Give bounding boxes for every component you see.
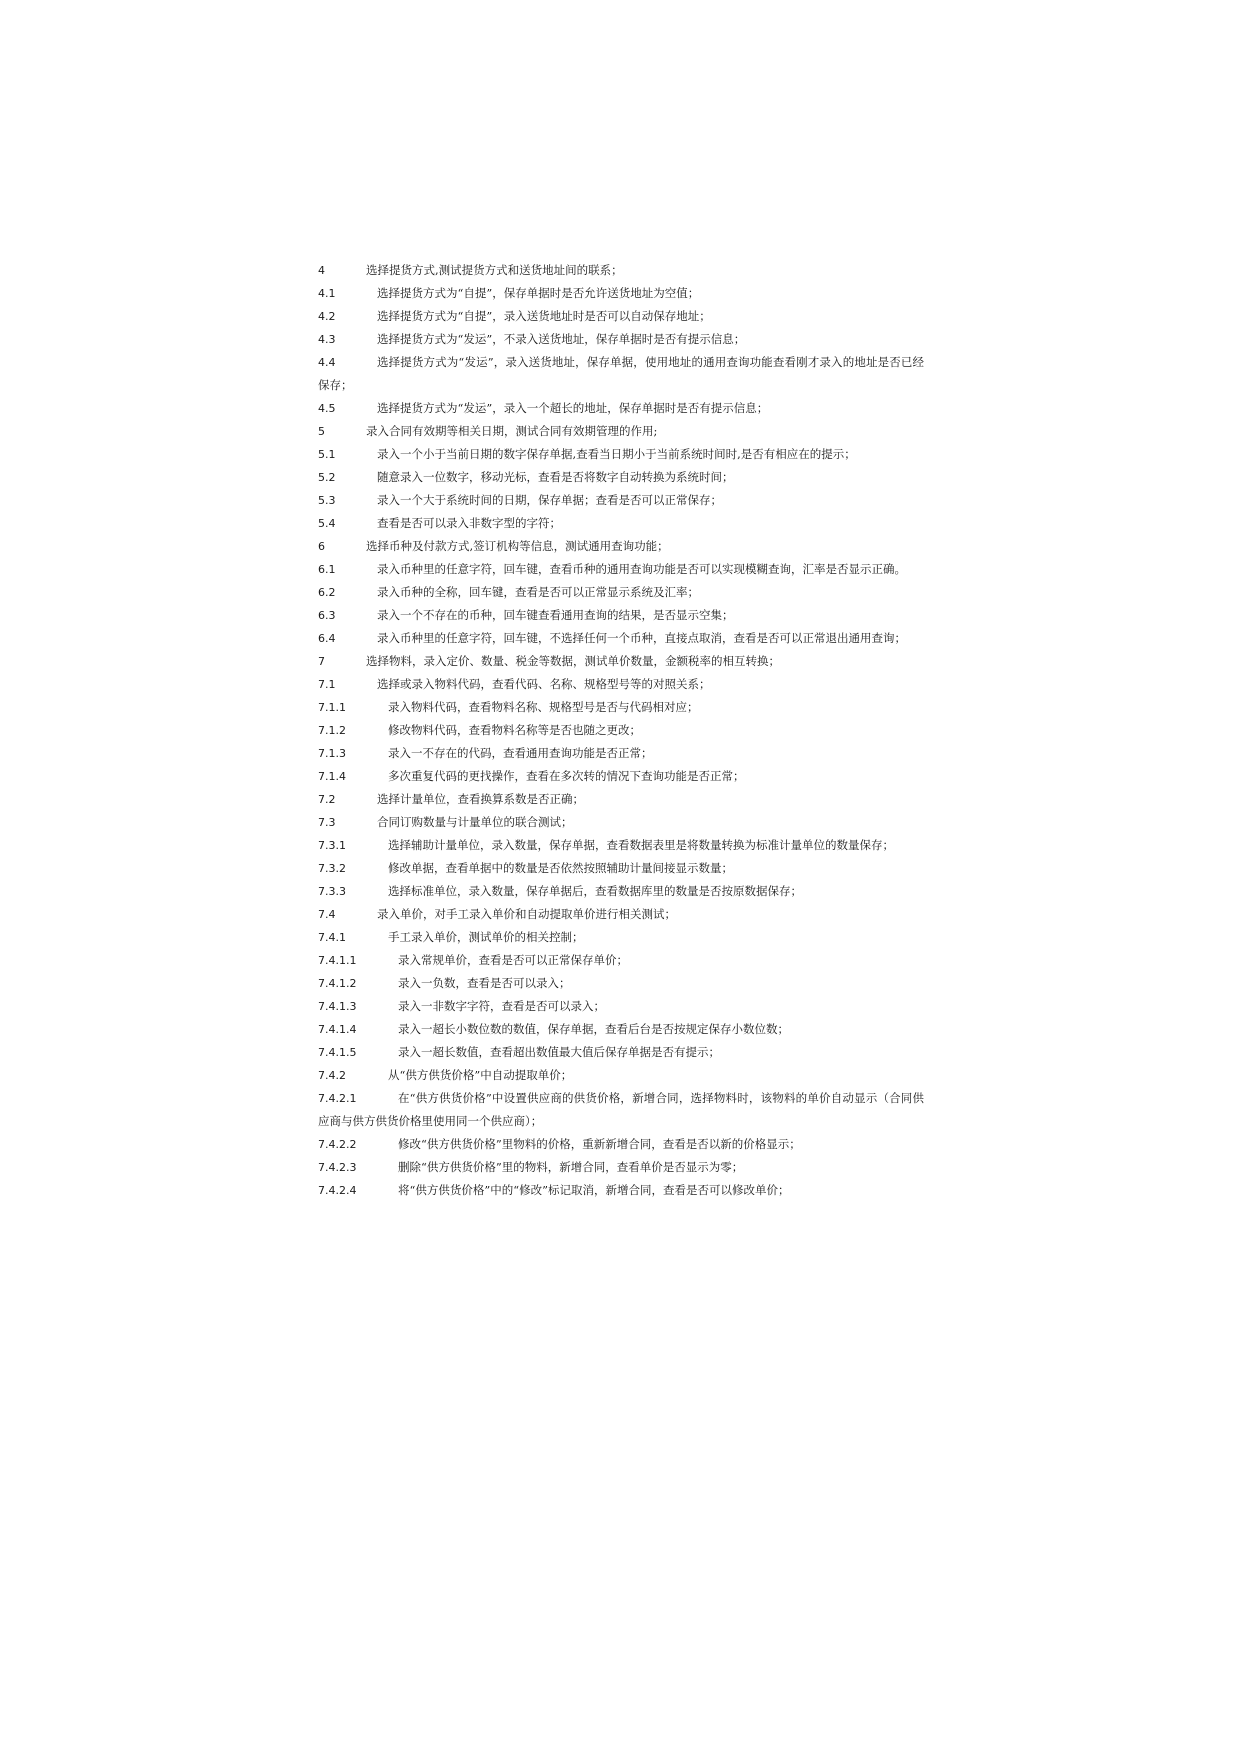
document-body [318,259,924,1202]
list-item [318,719,924,742]
item-number: 7.3 [318,816,336,829]
list-item [318,765,924,788]
item-number: 7.1.1 [318,701,346,714]
item-text: 选择提货方式,测试提货方式和送货地址间的联系； [366,263,623,277]
item-text: 录入一超长数值，查看超出数值最大值后保存单据是否有提示； [398,1045,720,1059]
item-number: 7.4.2.1 [318,1092,357,1105]
list-item [318,1018,924,1041]
item-number: 4.1 [318,287,336,300]
list-item [318,1179,924,1202]
item-text: 选择提货方式为“自提”，保存单据时是否允许送货地址为空值； [377,286,700,300]
list-item [318,443,924,466]
item-number: 5 [318,425,325,438]
item-number: 5.1 [318,448,336,461]
item-text: 录入币种的全称，回车键，查看是否可以正常显示系统及汇率； [377,585,699,599]
item-text: 录入单价，对手工录入单价和自动提取单价进行相关测试； [377,907,676,921]
item-text: 修改物料代码，查看物料名称等是否也随之更改； [388,723,641,737]
list-item [318,903,924,926]
list-item [318,282,924,305]
item-text: 录入一超长小数位数的数值，保存单据，查看后台是否按规定保存小数位数； [398,1022,789,1036]
item-number: 7.4.1.3 [318,1000,357,1013]
item-number: 7.4.1.2 [318,977,357,990]
list-item [318,558,924,581]
list-item [318,489,924,512]
item-number: 7.4.2.3 [318,1161,357,1174]
item-number: 6.3 [318,609,336,622]
item-number: 7 [318,655,325,668]
item-number: 6.4 [318,632,336,645]
item-text: 查看是否可以录入非数字型的字符； [377,516,561,530]
item-number: 7.2 [318,793,336,806]
item-text: 录入常规单价，查看是否可以正常保存单价； [398,953,628,967]
item-text: 删除“供方供货价格”里的物料，新增合同，查看单价是否显示为零； [398,1160,744,1174]
item-number: 7.3.1 [318,839,346,852]
list-item [318,1087,924,1133]
item-number: 7.4.2 [318,1069,346,1082]
list-item [318,650,924,673]
item-number: 7.4.2.4 [318,1184,357,1197]
item-text: 录入一负数，查看是否可以录入； [398,976,571,990]
item-text: 选择提货方式为“发运”，录入一个超长的地址，保存单据时是否有提示信息； [377,401,769,415]
item-text: 选择提货方式为“自提”，录入送货地址时是否可以自动保存地址； [377,309,711,323]
list-item [318,880,924,903]
item-text: 录入一个小于当前日期的数字保存单据,查看当日期小于当前系统时间时,是否有相应在的提示； [377,447,856,461]
list-item [318,1156,924,1179]
item-number: 6 [318,540,325,553]
item-number: 5.3 [318,494,336,507]
item-number: 4.5 [318,402,336,415]
item-text: 录入合同有效期等相关日期，测试合同有效期管理的作用; [366,424,658,438]
list-item [318,1041,924,1064]
item-text: 在“供方供货价格”中设置供应商的供货价格，新增合同，选择物料时，该物料的单价自动显示（合同供应商与供方供货价格里使用同一个供应商）； [318,1091,924,1128]
list-item [318,397,924,420]
list-item [318,420,924,443]
item-number: 4.2 [318,310,336,323]
item-text: 录入一非数字字符，查看是否可以录入； [398,999,605,1013]
item-text: 选择物料，录入定价、数量、税金等数据，测试单价数量，金额税率的相互转换； [366,654,780,668]
item-text: 修改单据，查看单据中的数量是否依然按照辅助计量间接显示数量； [388,861,733,875]
list-item [318,949,924,972]
list-item [318,627,924,650]
list-item [318,995,924,1018]
item-number: 7.1.3 [318,747,346,760]
list-item [318,581,924,604]
item-text: 选择币种及付款方式,签订机构等信息，测试通用查询功能； [366,539,669,553]
list-item [318,742,924,765]
list-item [318,351,924,397]
item-text: 录入一个大于系统时间的日期，保存单据；查看是否可以正常保存； [377,493,722,507]
item-number: 7.4 [318,908,336,921]
item-text: 选择辅助计量单位，录入数量，保存单据，查看数据表里是将数量转换为标准计量单位的数量保存； [388,838,894,852]
list-item [318,696,924,719]
list-item [318,673,924,696]
item-number: 4 [318,264,325,277]
list-item [318,1133,924,1156]
item-text: 选择或录入物料代码，查看代码、名称、规格型号等的对照关系； [377,677,711,691]
item-text: 手工录入单价，测试单价的相关控制； [388,930,584,944]
item-number: 7.3.3 [318,885,346,898]
item-number: 7.3.2 [318,862,346,875]
item-number: 4.3 [318,333,336,346]
item-number: 5.2 [318,471,336,484]
item-number: 4.4 [318,356,336,369]
list-item [318,972,924,995]
list-item [318,1064,924,1087]
list-item [318,259,924,282]
list-item [318,466,924,489]
item-text: 录入一个不存在的币种，回车键查看通用查询的结果，是否显示空集； [377,608,734,622]
list-item [318,305,924,328]
item-number: 6.1 [318,563,336,576]
item-text: 录入一不存在的代码，查看通用查询功能是否正常； [388,746,653,760]
list-item [318,926,924,949]
list-item [318,328,924,351]
list-item [318,857,924,880]
list-item [318,535,924,558]
list-item [318,834,924,857]
item-text: 录入物料代码，查看物料名称、规格型号是否与代码相对应； [388,700,699,714]
item-text: 合同订购数量与计量单位的联合测试； [377,815,573,829]
list-item [318,788,924,811]
item-text: 将“供方供货价格”中的“修改”标记取消，新增合同，查看是否可以修改单价； [398,1183,790,1197]
item-number: 7.4.2.2 [318,1138,357,1151]
item-text: 录入币种里的任意字符，回车键，查看币种的通用查询功能是否可以实现模糊查询，汇率是否显示正确。 [377,562,906,576]
item-text: 选择标准单位，录入数量，保存单据后，查看数据库里的数量是否按原数据保存； [388,884,802,898]
item-number: 7.1.2 [318,724,346,737]
item-number: 7.4.1 [318,931,346,944]
item-text: 多次重复代码的更找操作，查看在多次转的情况下查询功能是否正常； [388,769,745,783]
item-number: 5.4 [318,517,336,530]
list-item [318,811,924,834]
item-number: 7.1.4 [318,770,346,783]
item-text: 录入币种里的任意字符，回车键，不选择任何一个币种，直接点取消，查看是否可以正常退出通用查询； [377,631,906,645]
item-text: 从“供方供货价格”中自动提取单价； [388,1068,573,1082]
item-number: 6.2 [318,586,336,599]
item-text: 选择提货方式为“发运”，录入送货地址，保存单据，使用地址的通用查询功能查看刚才录入的地址是否已经保存； [318,355,924,392]
item-text: 随意录入一位数字，移动光标，查看是否将数字自动转换为系统时间； [377,470,734,484]
item-text: 选择提货方式为“发运”，不录入送货地址，保存单据时是否有提示信息； [377,332,746,346]
item-number: 7.4.1.1 [318,954,357,967]
item-number: 7.4.1.5 [318,1046,357,1059]
item-number: 7.4.1.4 [318,1023,357,1036]
item-text: 选择计量单位，查看换算系数是否正确； [377,792,584,806]
list-item [318,604,924,627]
item-text: 修改“供方供货价格”里物料的价格，重新新增合同，查看是否以新的价格显示； [398,1137,801,1151]
list-item [318,512,924,535]
item-number: 7.1 [318,678,336,691]
